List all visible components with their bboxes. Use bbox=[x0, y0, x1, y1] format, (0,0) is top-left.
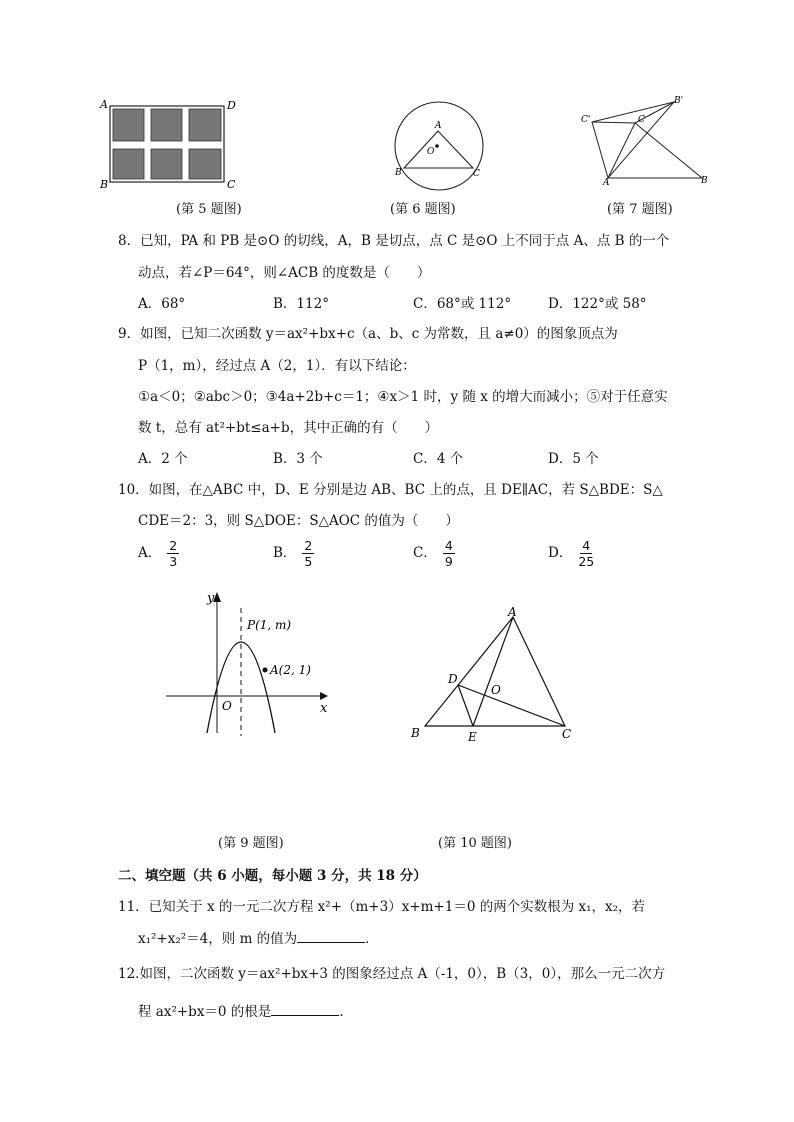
fig10-triangle-ABC bbox=[425, 617, 565, 726]
fraction-numerator: 2 bbox=[169, 538, 178, 553]
option-letter: A． bbox=[138, 545, 162, 561]
option-letter: B． bbox=[273, 545, 297, 561]
question-8-line-1: 8．已知，PA 和 PB 是⊙O 的切线，A，B 是切点，点 C 是⊙O 上不同于点 A、点 B 的一个 bbox=[118, 233, 670, 249]
fig5-panel bbox=[151, 109, 182, 141]
question-10-line-1: 10．如图，在△ABC 中，D、E 分别是边 AB、BC 上的点，且 DE∥AC，若 S△BDE：S△ bbox=[118, 482, 663, 498]
question-9-option-a: A．2 个 bbox=[138, 451, 188, 467]
question-9-option-d: D．5 个 bbox=[548, 451, 599, 467]
option-letter: C． bbox=[413, 545, 437, 561]
figure-7 bbox=[578, 92, 714, 188]
question-8-option-c: C．68°或 112° bbox=[413, 296, 512, 312]
section-2-title: 二、填空题（共 6 小题，每小题 3 分，共 18 分） bbox=[118, 868, 427, 884]
fraction-denominator: 3 bbox=[169, 554, 178, 569]
fig5-panel bbox=[113, 149, 144, 179]
fig10-label-C: C bbox=[562, 727, 572, 741]
fig9-label-x: x bbox=[320, 701, 328, 716]
fraction-numerator: 4 bbox=[444, 538, 453, 553]
fig5-panel bbox=[151, 149, 182, 179]
fig10-segment-DE bbox=[458, 685, 473, 726]
fig5-panel bbox=[189, 149, 221, 179]
fig6-triangle bbox=[404, 131, 473, 168]
option-fraction bbox=[443, 538, 455, 569]
question-8-option-d: D．122°或 58° bbox=[548, 296, 647, 312]
fig7-label-B: B bbox=[701, 176, 708, 186]
fig6-caption: (第 6 题图) bbox=[390, 202, 456, 217]
fig9-caption: (第 9 题图) bbox=[218, 836, 284, 851]
question-12-answer-blank[interactable] bbox=[271, 1003, 339, 1016]
fig5-label-B: B bbox=[100, 178, 109, 191]
fig6-label-A: A bbox=[435, 121, 442, 131]
fig9-label-P: P(1, m) bbox=[247, 618, 292, 632]
fig7-segment-CprimeC bbox=[592, 122, 635, 123]
fig7-caption: (第 7 题图) bbox=[607, 202, 673, 217]
fig10-label-O: O bbox=[491, 683, 501, 697]
fraction-denominator: 5 bbox=[304, 554, 313, 569]
question-10-line-2: CDE＝2：3，则 S△DOE：S△AOC 的值为（ ） bbox=[138, 513, 459, 529]
fig5-panel bbox=[113, 109, 144, 141]
question-8-option-b: B．112° bbox=[273, 296, 329, 312]
fig5-panel bbox=[189, 109, 221, 141]
question-12-line-2 bbox=[138, 1000, 353, 1020]
option-fraction bbox=[578, 538, 594, 569]
fig6-label-C: C bbox=[473, 169, 480, 179]
question-9-line-1: 9．如图，已知二次函数 y＝ax²+bx+c（a、b、c 为常数，且 a≠0）的图象顶点为 bbox=[118, 326, 618, 342]
fig10-label-E: E bbox=[468, 730, 477, 744]
fraction-denominator: 9 bbox=[444, 554, 453, 569]
fig10-label-D: D bbox=[448, 672, 458, 686]
fig7-label-Cprime: C' bbox=[581, 115, 591, 125]
fig5-label-A: A bbox=[100, 98, 108, 111]
question-9-option-b: B．3 个 bbox=[273, 451, 323, 467]
question-11-period: ． bbox=[365, 931, 379, 947]
fig5-label-D: D bbox=[227, 99, 236, 112]
fig6-circle bbox=[395, 102, 483, 190]
figure-6 bbox=[390, 94, 490, 194]
fig9-label-y: y bbox=[207, 591, 215, 606]
question-11-answer-blank[interactable] bbox=[297, 930, 365, 943]
fig5-label-C: C bbox=[227, 178, 236, 191]
question-9-line-4: 数 t，总有 at²+bt≤a+b，其中正确的有（ ） bbox=[138, 420, 439, 436]
fig6-label-O: O bbox=[427, 147, 435, 157]
question-9-option-c: C．4 个 bbox=[413, 451, 464, 467]
question-8-option-a: A．68° bbox=[138, 296, 186, 312]
fig6-center-dot bbox=[435, 144, 439, 148]
question-12-text: 程 ax²+bx＝0 的根是 bbox=[138, 1004, 272, 1020]
figure-5 bbox=[96, 94, 241, 194]
question-9-line-2: P（1，m），经过点 A（2，1）．有以下结论： bbox=[138, 358, 416, 374]
fraction-numerator: 4 bbox=[582, 538, 591, 553]
question-12-line-1: 12.如图，二次函数 y＝ax²+bx+3 的图象经过点 A（-1，0），B（3，0），那么一元二次方 bbox=[118, 966, 666, 982]
fig7-label-C: C bbox=[638, 115, 645, 125]
fig9-point-A bbox=[263, 668, 268, 673]
fig9-x-arrow bbox=[320, 692, 328, 700]
question-11-line-2 bbox=[138, 927, 379, 947]
question-12-period: ． bbox=[339, 1004, 353, 1020]
option-fraction bbox=[302, 538, 314, 569]
figure-9 bbox=[160, 588, 340, 738]
fraction-denominator: 25 bbox=[578, 554, 595, 569]
fig10-label-B: B bbox=[411, 726, 420, 740]
question-10-option-c bbox=[413, 538, 455, 569]
option-fraction bbox=[167, 538, 179, 569]
fig5-caption: (第 5 题图) bbox=[176, 202, 242, 217]
question-10-option-a bbox=[138, 538, 179, 569]
fig7-triangle-ABC bbox=[608, 123, 702, 178]
fig7-triangle-ABprimeCprime bbox=[592, 102, 674, 178]
fig9-label-A: A(2, 1) bbox=[270, 663, 311, 677]
question-9-line-3: ①a＜0；②abc＞0；③4a+2b+c＝1；④x＞1 时，y 随 x 的增大而减小；⑤对于任意实 bbox=[138, 389, 668, 405]
fig10-label-A: A bbox=[508, 605, 517, 619]
question-10-option-b bbox=[273, 538, 314, 569]
question-11-line-1: 11．已知关于 x 的一元二次方程 x²+（m+3）x+m+1＝0 的两个实数根为 x₁，x₂，若 bbox=[118, 899, 646, 915]
option-letter: D． bbox=[548, 545, 573, 561]
fig7-label-A: A bbox=[603, 178, 610, 188]
fraction-numerator: 2 bbox=[304, 538, 313, 553]
fig7-label-Bprime: B' bbox=[674, 96, 684, 106]
fig9-label-O: O bbox=[222, 699, 232, 713]
question-10-option-d bbox=[548, 538, 594, 569]
fig10-segment-AE bbox=[473, 617, 513, 726]
fig10-caption: (第 10 题图) bbox=[438, 836, 512, 851]
fig6-label-B: B bbox=[395, 168, 402, 178]
figure-10 bbox=[405, 602, 585, 747]
question-11-text: x₁²+x₂²＝4，则 m 的值为 bbox=[138, 931, 298, 947]
question-8-line-2: 动点，若∠P＝64°，则∠ACB 的度数是（ ） bbox=[138, 265, 431, 281]
